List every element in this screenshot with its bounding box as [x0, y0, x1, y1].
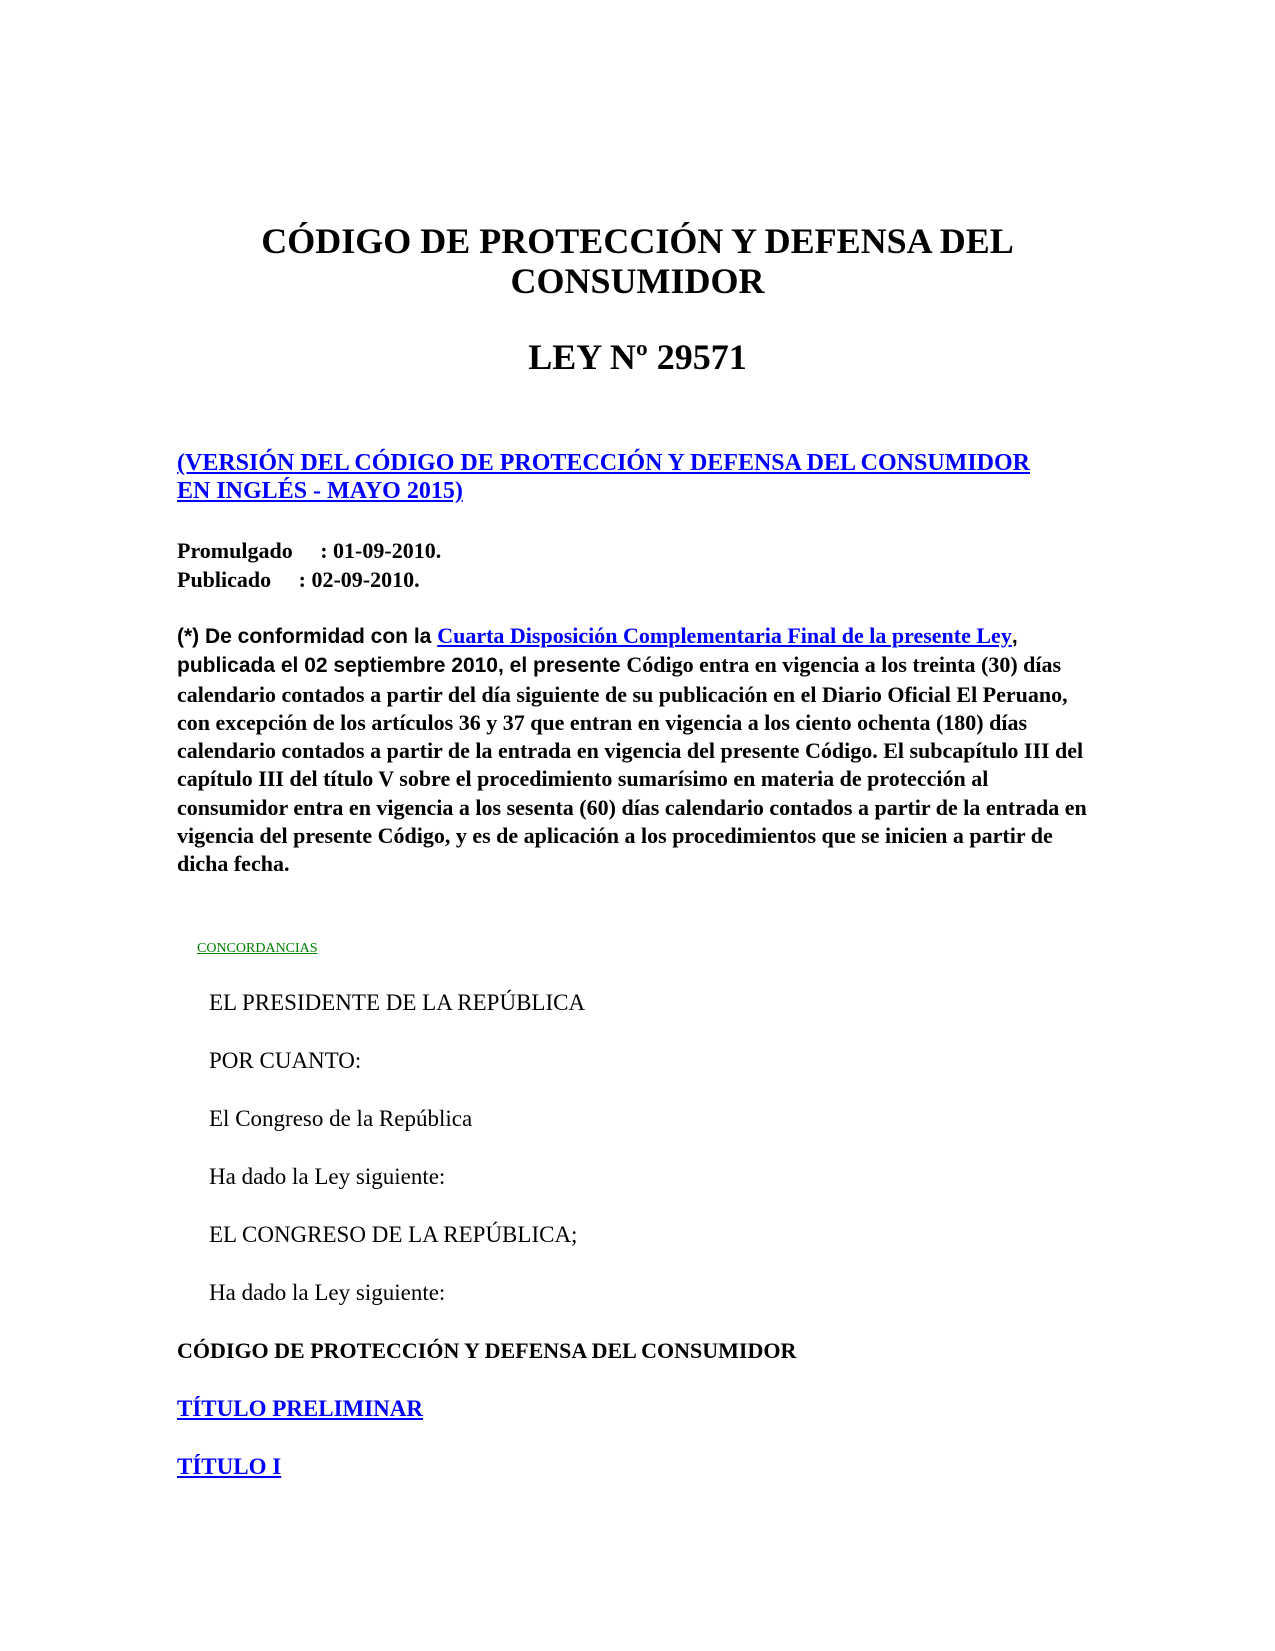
preamble-line-presidente: EL PRESIDENTE DE LA REPÚBLICA	[209, 990, 586, 1015]
promulgado-date: 01-09-2010.	[333, 538, 442, 563]
preamble-line-ha-dado-1: Ha dado la Ley siguiente:	[209, 1164, 446, 1189]
preamble-line-congreso: El Congreso de la República	[209, 1106, 473, 1131]
english-version-link-line2: EN INGLÉS - MAYO 2015)	[177, 478, 463, 504]
promulgado-label: Promulgado	[177, 538, 293, 563]
publicado-date: 02-09-2010.	[311, 567, 420, 592]
preamble-line-ha-dado-2: Ha dado la Ley siguiente:	[209, 1280, 446, 1305]
promulgado-row	[177, 536, 441, 565]
publicado-separator: :	[271, 567, 312, 592]
preamble-line-congreso-upper: EL CONGRESO DE LA REPÚBLICA;	[209, 1222, 578, 1247]
document-title-line2: CONSUMIDOR	[510, 261, 765, 301]
preamble-line-por-cuanto: POR CUANTO:	[209, 1048, 362, 1073]
effective-date-note	[177, 622, 1097, 879]
publicado-label: Publicado	[177, 567, 272, 592]
note-middle: , publicada el 02 septiembre 2010, el presente	[177, 625, 1018, 678]
titulo-preliminar-link[interactable]: TÍTULO PRELIMINAR	[177, 1396, 424, 1421]
titulo-i-link[interactable]: TÍTULO I	[177, 1454, 282, 1479]
document-title-line1: CÓDIGO DE PROTECCIÓN Y DEFENSA DEL	[261, 221, 1014, 261]
english-version-link-line1: (VERSIÓN DEL CÓDIGO DE PROTECCIÓN Y DEFENSA DEL CONSUMIDOR	[177, 450, 1031, 476]
law-number-heading: LEY Nº 29571	[528, 337, 747, 377]
english-version-link[interactable]	[177, 449, 1097, 505]
note-body: Código entra en vigencia a los treinta (30) días calendario contados a partir del día siguiente de su publicación en el Diario Oficial El Peruano, con excepción de los artículos 36 y 37 que entran en vigencia a los ciento ochenta (180) días calendario contados a partir de la entrada en vigencia del presente Código. El subcapítulo III del capítulo III del título V sobre el procedimiento sumarísimo en materia de protección al consumidor entra en vigencia a los sesenta (60) días calendario contados a partir de la entrada en vigencia del presente Código, y es de aplicación a los procedimientos que se inicien a partir de dicha fecha.	[177, 652, 1087, 877]
code-section-heading: CÓDIGO DE PROTECCIÓN Y DEFENSA DEL CONSUMIDOR	[177, 1338, 797, 1363]
concordancias-link[interactable]: CONCORDANCIAS	[197, 941, 318, 956]
promulgado-separator: :	[292, 538, 334, 563]
document-title	[0, 221, 1275, 301]
publicado-row	[177, 565, 441, 594]
cuarta-disposicion-link[interactable]: Cuarta Disposición Complementaria Final de la presente Ley	[437, 623, 1012, 648]
note-prefix: (*) De conformidad con la	[177, 625, 438, 648]
publication-dates	[177, 536, 441, 594]
